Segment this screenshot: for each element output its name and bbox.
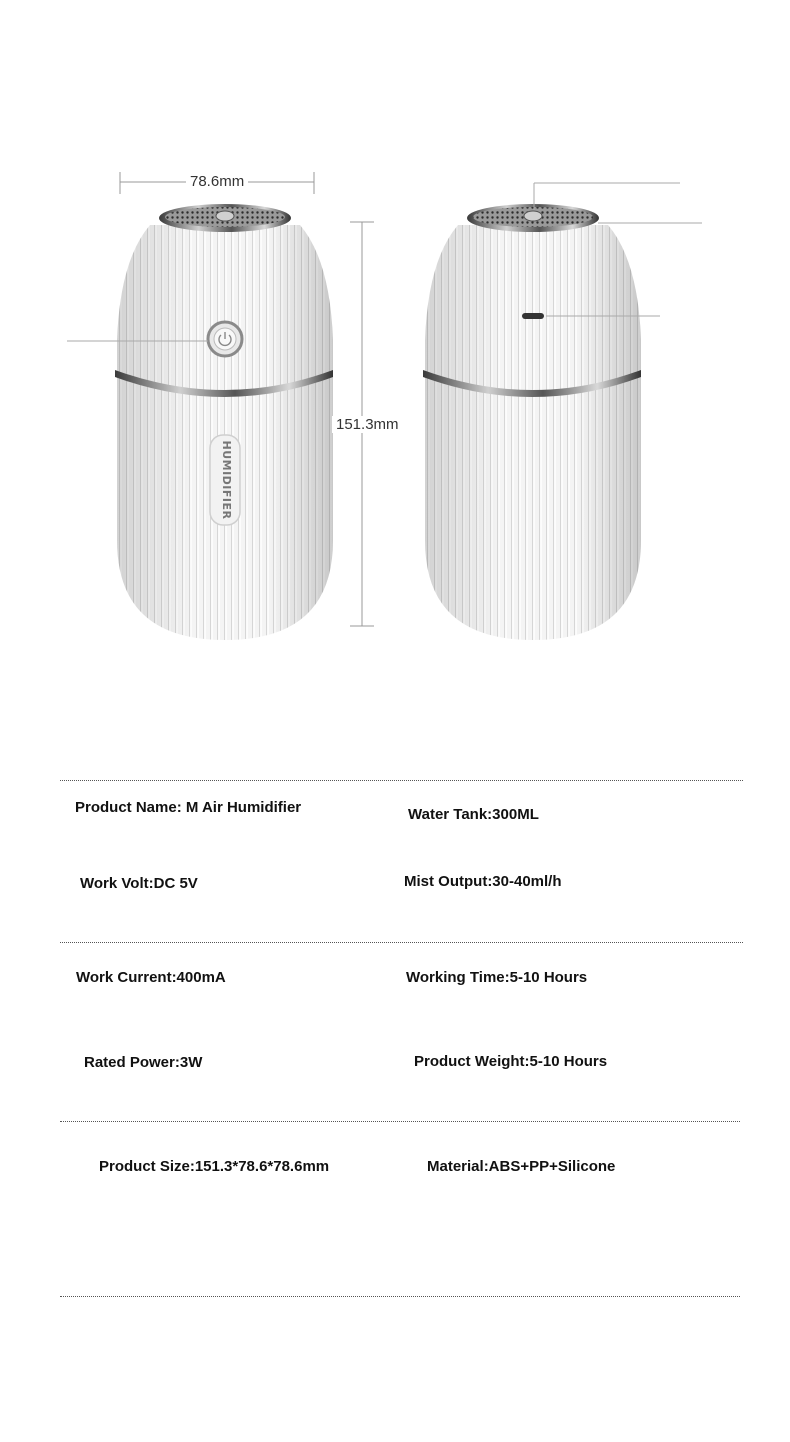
spec-mist-output: Mist Output:30-40ml/h — [404, 873, 562, 890]
height-dimension-label: 151.3mm — [332, 416, 403, 433]
spec-rated-power: Rated Power:3W — [84, 1054, 203, 1071]
width-dimension-label: 78.6mm — [186, 173, 248, 190]
spec-divider — [60, 780, 743, 781]
spec-product-name: Product Name: M Air Humidifier — [75, 799, 302, 816]
spec-divider — [60, 942, 743, 943]
spec-divider — [60, 1296, 740, 1297]
spec-work-volt: Work Volt:DC 5V — [80, 875, 198, 892]
usb-port-icon — [522, 313, 544, 319]
humidifier-badge-text: HUMIDIFIER — [220, 440, 233, 520]
spec-product-size: Product Size:151.3*78.6*78.6mm — [99, 1158, 330, 1175]
spec-material: Material:ABS+PP+Silicone — [427, 1158, 616, 1175]
spec-divider — [60, 1121, 740, 1122]
humidifier-front-view — [115, 204, 333, 640]
spec-working-time: Working Time:5-10 Hours — [406, 969, 588, 986]
product-illustration — [0, 0, 790, 700]
power-button-icon — [208, 322, 242, 356]
spec-work-current: Work Current:400mA — [76, 969, 226, 986]
humidifier-back-view — [423, 204, 641, 640]
spec-product-weight: Product Weight:5-10 Hours — [414, 1053, 608, 1070]
spec-water-tank: Water Tank:300ML — [408, 806, 539, 823]
